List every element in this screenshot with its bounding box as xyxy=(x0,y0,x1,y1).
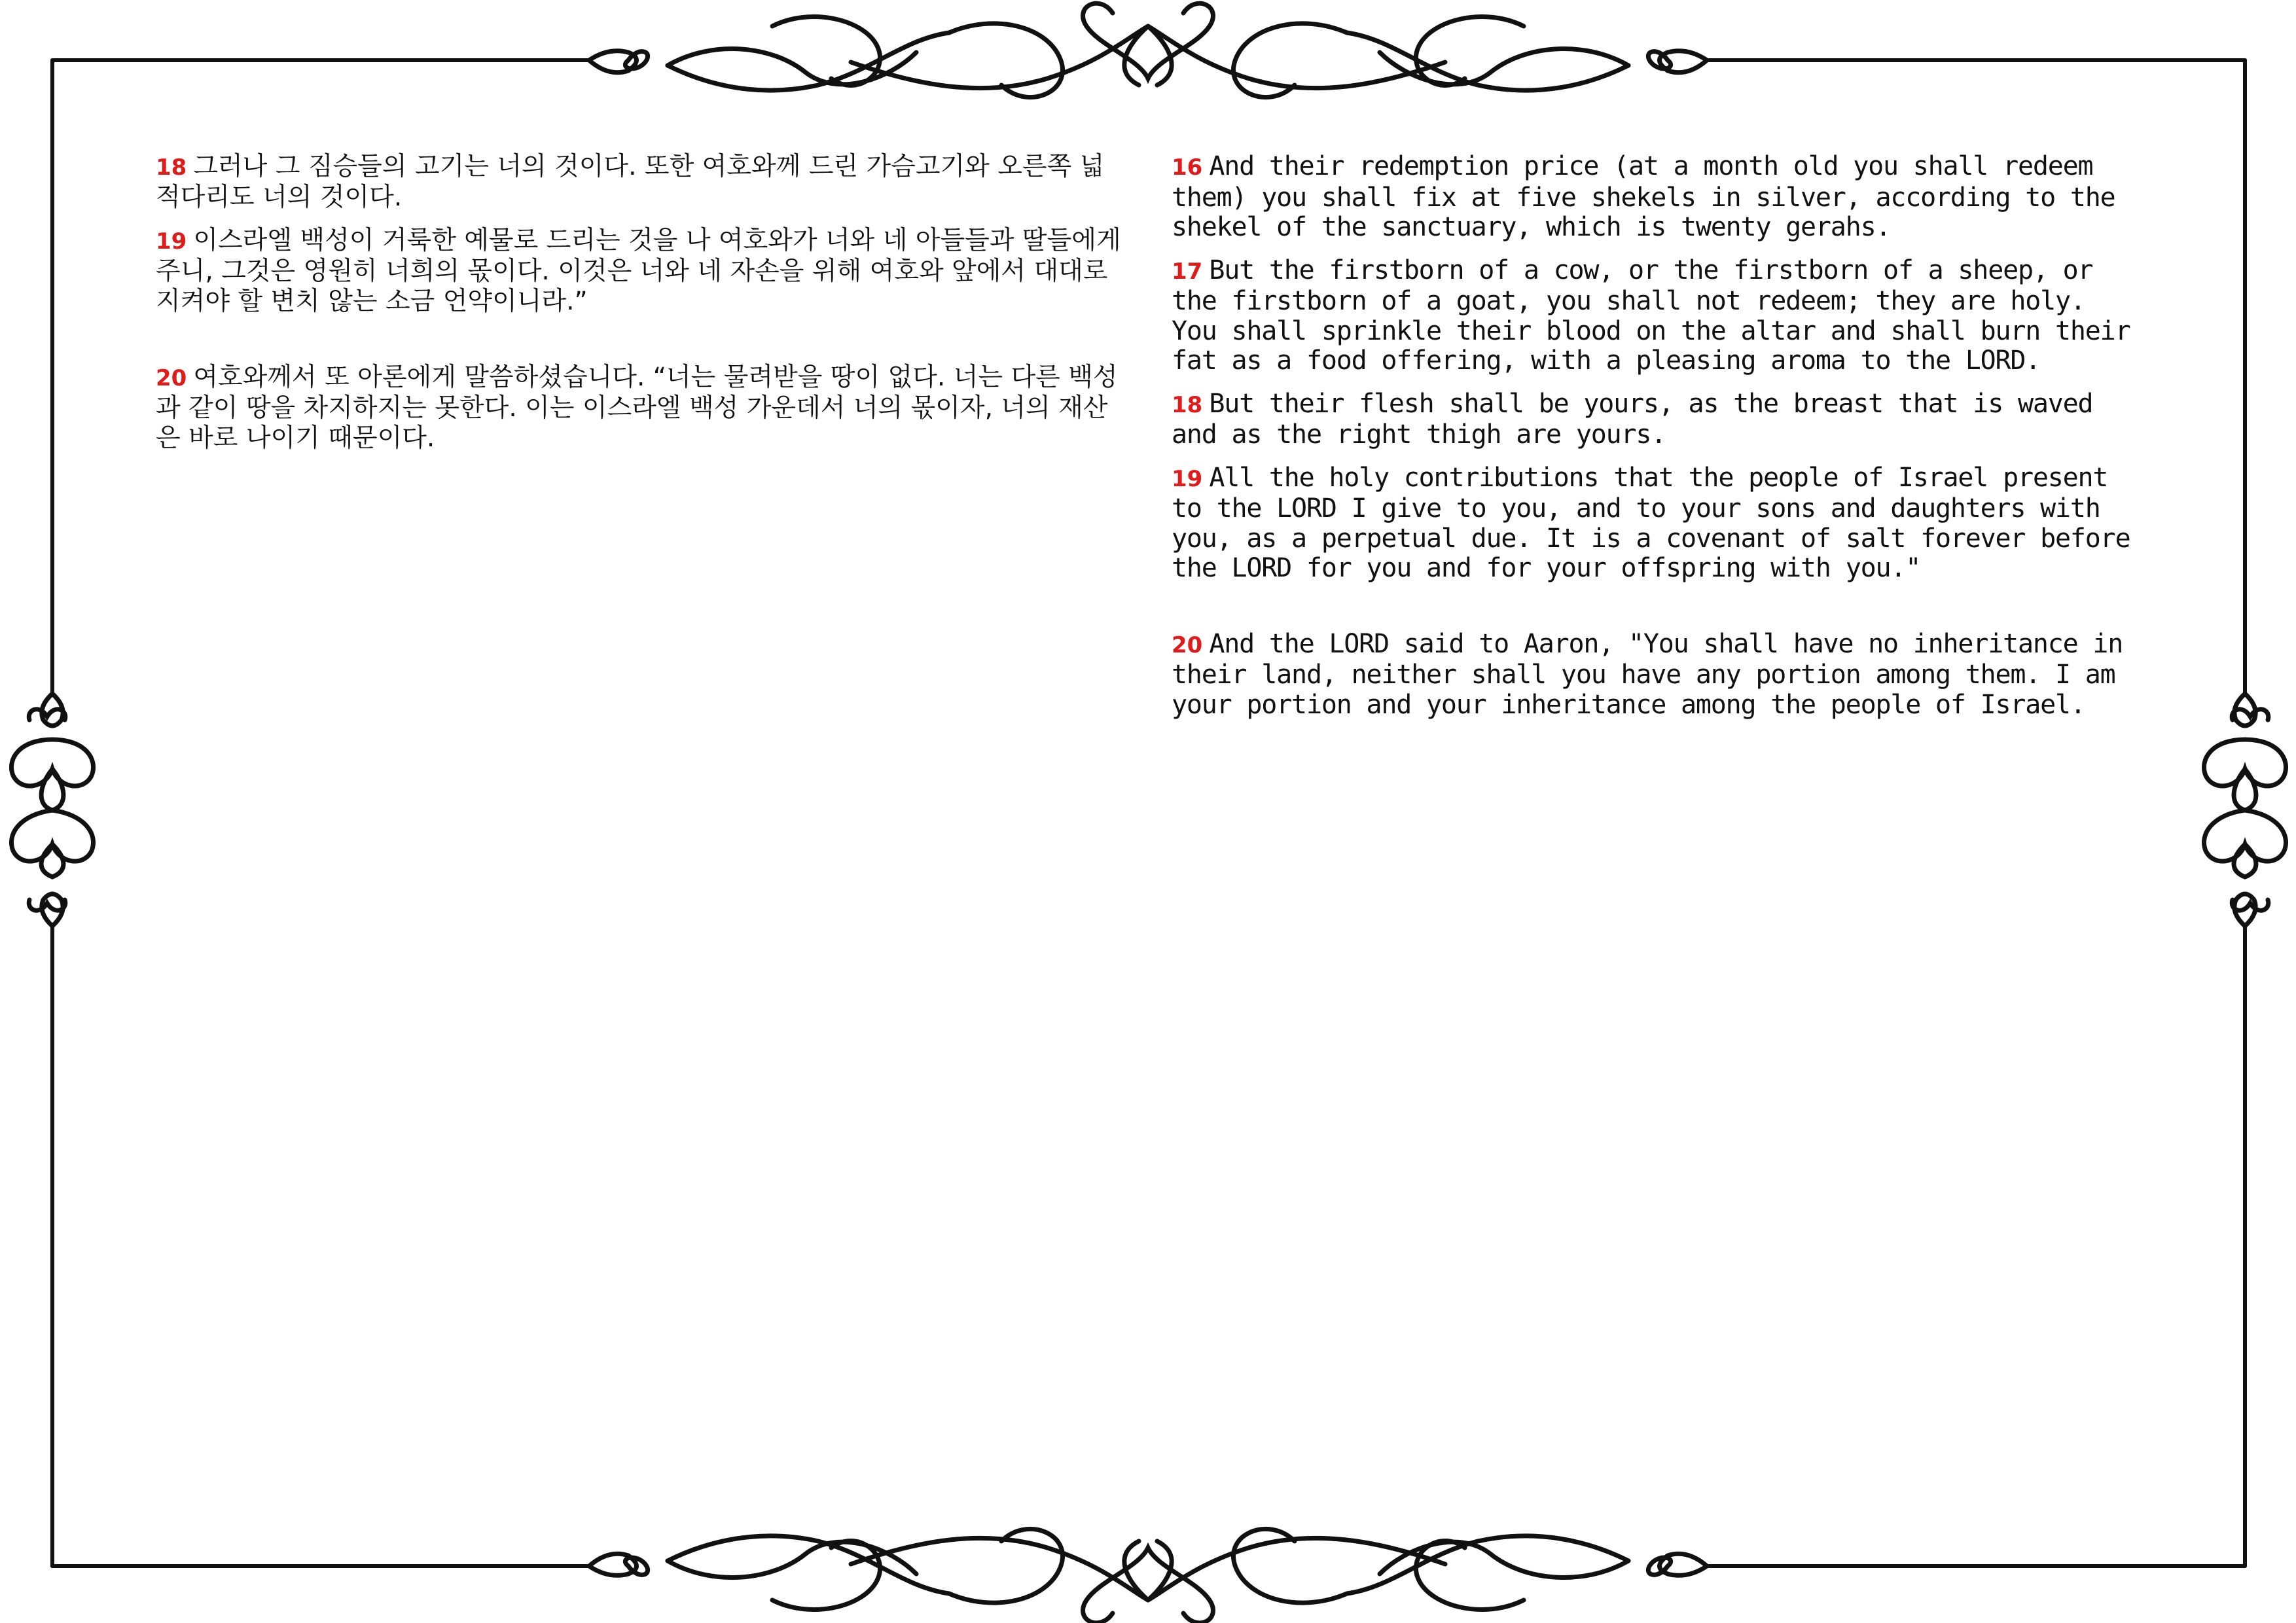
verse-number: 19 xyxy=(1172,465,1203,492)
verse-text: 이스라엘 백성이 거룩한 예물로 드리는 것을 나 여호와가 너와 네 아들들과 딸들에게 주니, 그것은 영원히 너희의 몫이다. 이것은 너와 네 자손을 위해 여호와 앞에서 대대로 지켜야 할 변치 않는 소금 언약이니라.” xyxy=(156,226,1121,316)
left-side-flourish-icon xyxy=(12,694,94,926)
english-verse-18 xyxy=(1172,389,2140,450)
verse-number: 20 xyxy=(156,365,187,391)
korean-text-column xyxy=(156,152,1124,467)
korean-verse-20 xyxy=(156,363,1124,454)
bottom-flourish-icon xyxy=(589,1529,1707,1622)
verse-number: 19 xyxy=(156,228,187,255)
english-verse-17 xyxy=(1172,256,2140,376)
right-side-flourish-icon xyxy=(2204,694,2286,926)
english-verse-16 xyxy=(1172,152,2140,243)
english-verse-19 xyxy=(1172,463,2140,584)
verse-text: But the firstborn of a cow, or the firstborn of a sheep, or the firstborn of a goat, you shall not redeem; they are holy. You shall sprinkle their blood on the altar and shall burn their fat as a food offering, with a pleasing aroma to the LORD. xyxy=(1172,255,2130,376)
verse-text: 그러나 그 짐승들의 고기는 너의 것이다. 또한 여호와께 드린 가슴고기와 오른쪽 넓적다리도 너의 것이다. xyxy=(156,152,1105,212)
verse-number: 17 xyxy=(1172,258,1203,285)
korean-verse-19 xyxy=(156,226,1124,317)
korean-verse-18 xyxy=(156,152,1124,213)
verse-number: 18 xyxy=(156,154,187,181)
verse-text: 여호와께서 또 아론에게 말씀하셨습니다. “너는 물려받을 땅이 없다. 너는 다른 백성과 같이 땅을 차지하지는 못한다. 이는 이스라엘 백성 가운데서 너의 몫이자, 너의 재산은 바로 나이기 때문이다. xyxy=(156,363,1118,453)
verse-text: And their redemption price (at a month old you shall redeem them) you shall fix at five shekels in silver, according to the shekel of the sanctuary, which is twenty gerahs. xyxy=(1172,151,2115,242)
verse-text: And the LORD said to Aaron, "You shall have no inheritance in their land, neither shall you have any portion among them. I am your portion and your inheritance among the people of Israel. xyxy=(1172,628,2123,720)
verse-number: 16 xyxy=(1172,154,1203,181)
english-verse-20 xyxy=(1172,630,2140,721)
verse-text: All the holy contributions that the people of Israel present to the LORD I give to you, and to your sons and daughters with you, as a perpetual due. It is a covenant of salt forever before the LORD for you and for your offspring with you." xyxy=(1172,462,2130,583)
top-flourish-icon xyxy=(589,3,1707,97)
verse-text: But their flesh shall be yours, as the breast that is waved and as the right thigh are yours. xyxy=(1172,388,2093,450)
verse-number: 20 xyxy=(1172,632,1203,658)
english-text-column xyxy=(1172,152,2140,733)
verse-number: 18 xyxy=(1172,391,1203,418)
